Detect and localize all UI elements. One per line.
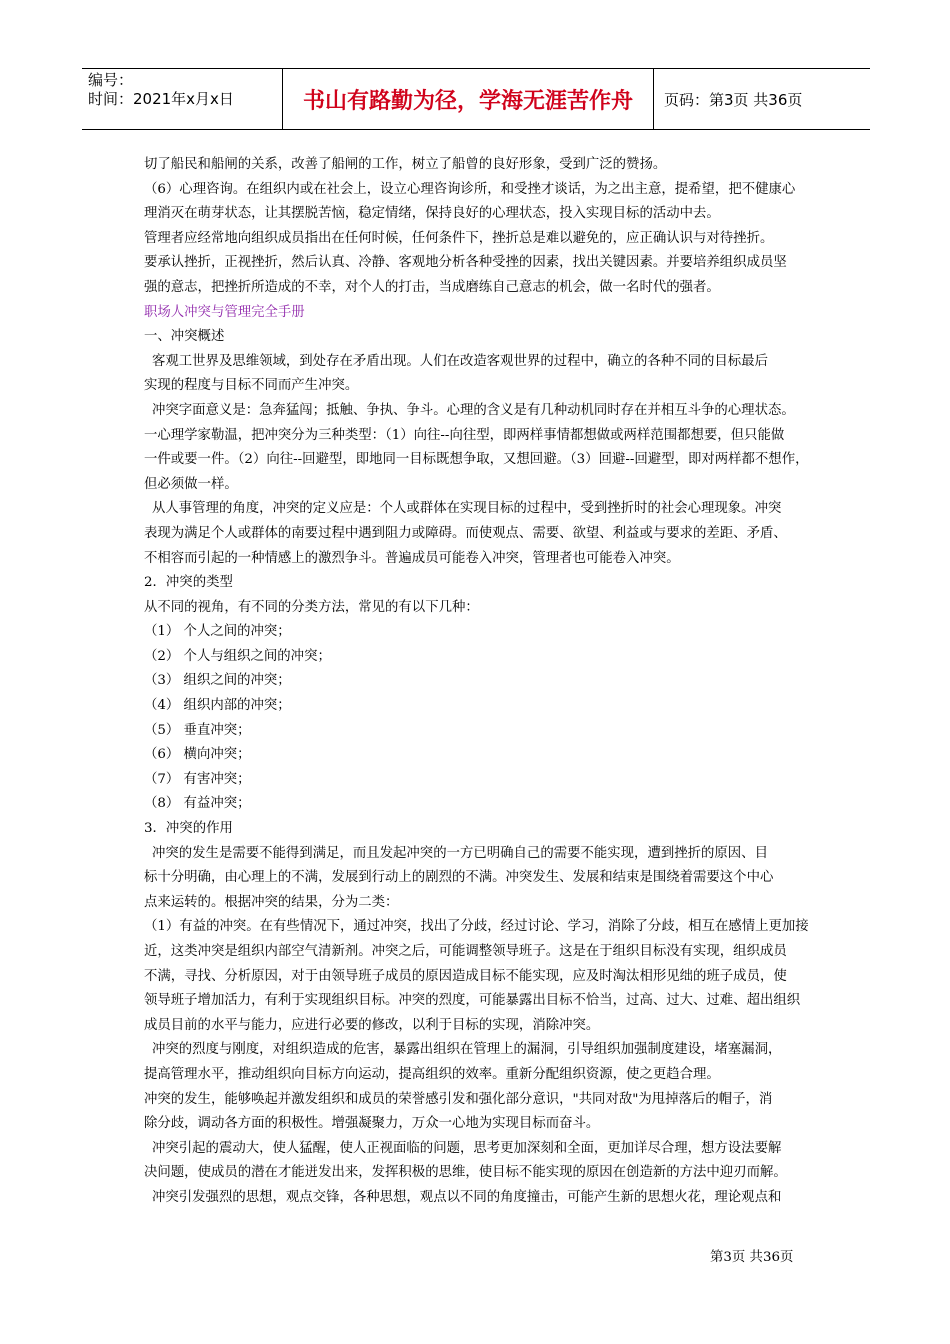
text-line: 近，这类冲突是组织内部空气清新剂。冲突之后，可能调整领导班子。这是在于组织目标没有实现，组织成员 xyxy=(144,944,787,959)
text-line: 冲突引发强烈的思想，观点交锋，各种思想，观点以不同的角度撞击，可能产生新的思想火花，理论观点和 xyxy=(152,1189,782,1205)
text-line: 冲突字面意义是：急奔猛闯；抵触、争执、争斗。心理的含义是有几种动机同时存在并相互斗争的心理状态。 xyxy=(152,402,795,418)
text-line: 点来运转的。根据冲突的结果，分为二类： xyxy=(144,894,399,910)
text-line: 从不同的视角，有不同的分类方法，常见的有以下几种： xyxy=(144,599,479,615)
list-item: （4） 组织内部的冲突； xyxy=(144,698,291,714)
section-title: 职场人冲突与管理完全手册 xyxy=(144,304,305,320)
text-line: 冲突引起的震动大，使人猛醒，使人正视面临的问题，思考更加深刻和全面，更加详尽合理，想方设法要解 xyxy=(152,1140,782,1156)
list-item: （5） 垂直冲突； xyxy=(144,722,251,738)
header-page-cell xyxy=(654,69,870,129)
heading: 2．冲突的类型 xyxy=(144,575,233,591)
text-line: 切了船民和船闸的关系，改善了船闸的工作，树立了船曾的良好形象，受到广泛的赞扬。 xyxy=(144,157,667,172)
page-footer: 第3页 共36页 xyxy=(710,1250,794,1265)
text-line: 成员目前的水平与能力，应进行必要的修改，以利于目标的实现，消除冲突。 xyxy=(144,1017,600,1033)
page-indicator: 页码：第3页 共36页 xyxy=(664,90,803,109)
text-line: （6）心理咨询。在组织内或在社会上，设立心理咨询诊所，和受挫才谈话，为之出主意，提希望，把不健康心 xyxy=(144,181,796,197)
text-line: 不相容而引起的一种情感上的激烈争斗。普遍成员可能卷入冲突，管理者也可能卷入冲突。 xyxy=(144,550,680,566)
document-body xyxy=(144,153,812,1211)
document-date: 时间：2021年x月x日 xyxy=(88,90,234,108)
text-line: 客观工世界及思维领域，到处存在矛盾出现。人们在改造客观世界的过程中，确立的各种不同的目标最后 xyxy=(152,353,768,369)
list-item: （3） 组织之间的冲突； xyxy=(144,673,291,689)
text-line: 不满，寻找、分析原因，对于由领导班子成员的原因造成目标不能实现，应及时淘汰相形见绌的班子成员，使 xyxy=(144,968,787,984)
text-line: 表现为满足个人或群体的南要过程中遇到阻力或障碍。而使观点、需要、欲望、利益或与要求的差距、矛盾、 xyxy=(144,525,787,541)
text-line: （1）有益的冲突。在有些情况下，通过冲突，找出了分歧，经过讨论、学习，消除了分歧，相互在感情上更加接 xyxy=(144,919,809,935)
text-line: 冲突的烈度与刚度，对组织造成的危害，暴露出组织在管理上的漏洞，引导组织加强制度建设，堵塞漏洞， xyxy=(152,1042,782,1058)
list-item: （7） 有害冲突； xyxy=(144,771,251,787)
text-line: 理消灭在萌芽状态，让其摆脱苦恼，稳定情绪，保持良好的心理状态，投入实现目标的活动中去。 xyxy=(144,206,720,222)
heading: 一、冲突概述 xyxy=(144,329,225,345)
text-line: 强的意志，把挫折所造成的不幸，对个人的打击，当成磨练自己意志的机会，做一名时代的强者。 xyxy=(144,279,720,295)
header-motto-cell xyxy=(282,69,654,129)
heading: 3．冲突的作用 xyxy=(144,821,233,837)
text-line: 领导班子增加活力，有利于实现组织目标。冲突的烈度，可能暴露出目标不恰当，过高、过大、过难、超出组织 xyxy=(144,993,801,1009)
header-meta xyxy=(82,69,282,129)
text-line: 冲突的发生，能够唤起并激发组织和成员的荣誉感引发和强化部分意识，"共同对敌"为甩掉落后的帽子，消 xyxy=(144,1091,773,1107)
text-line: 决问题，使成员的潜在才能迸发出来，发挥积极的思维，使目标不能实现的原因在创造新的方法中迎刃而解。 xyxy=(144,1165,787,1181)
motto: 书山有路勤为径，学海无涯苦作舟 xyxy=(302,88,633,114)
text-line: 一心理学家勒温，把冲突分为三种类型：（1）向往--向往型，即两样事情都想做或两样范围都想要，但只能做 xyxy=(144,427,785,443)
text-line: 除分歧，调动各方面的积极性。增强凝聚力，万众一心地为实现目标而奋斗。 xyxy=(144,1116,600,1132)
text-line: 管理者应经常地向组织成员指出在任何时候，任何条件下，挫折总是难以避免的，应正确认识与对待挫折。 xyxy=(144,230,774,246)
list-item: （2） 个人与组织之间的冲突； xyxy=(144,648,331,664)
text-line: 冲突的发生是需要不能得到满足，而且发起冲突的一方已明确自己的需要不能实现，遭到挫折的原因、目 xyxy=(152,845,768,861)
text-line: 一件或要一件。（2）向往--回避型，即地同一目标既想争取，又想回避。（3）回避--回避型，即对两样都不想作， xyxy=(144,452,809,468)
list-item: （8） 有益冲突； xyxy=(144,796,251,812)
text-line: 但必须做一样。 xyxy=(144,476,238,492)
text-line: 提高管理水平，推动组织向目标方向运动，提高组织的效率。重新分配组织资源，使之更趋合理。 xyxy=(144,1066,720,1082)
list-item: （1） 个人之间的冲突； xyxy=(144,624,291,640)
list-item: （6） 横向冲突； xyxy=(144,747,251,763)
text-line: 标十分明确，由心理上的不满，发展到行动上的剧烈的不满。冲突发生、发展和结束是围绕着需要这个中心 xyxy=(144,870,774,886)
text-line: 要承认挫折，正视挫折，然后认真、冷静、客观地分析各种受挫的因素，找出关键因素。并要培养组织成员坚 xyxy=(144,255,787,271)
text-line: 实现的程度与目标不同而产生冲突。 xyxy=(144,378,359,394)
document-number: 编号： xyxy=(88,71,134,89)
text-line: 从人事管理的角度，冲突的定义应是：个人或群体在实现目标的过程中，受到挫折时的社会心理现象。冲突 xyxy=(152,501,782,517)
page-header xyxy=(82,68,870,130)
